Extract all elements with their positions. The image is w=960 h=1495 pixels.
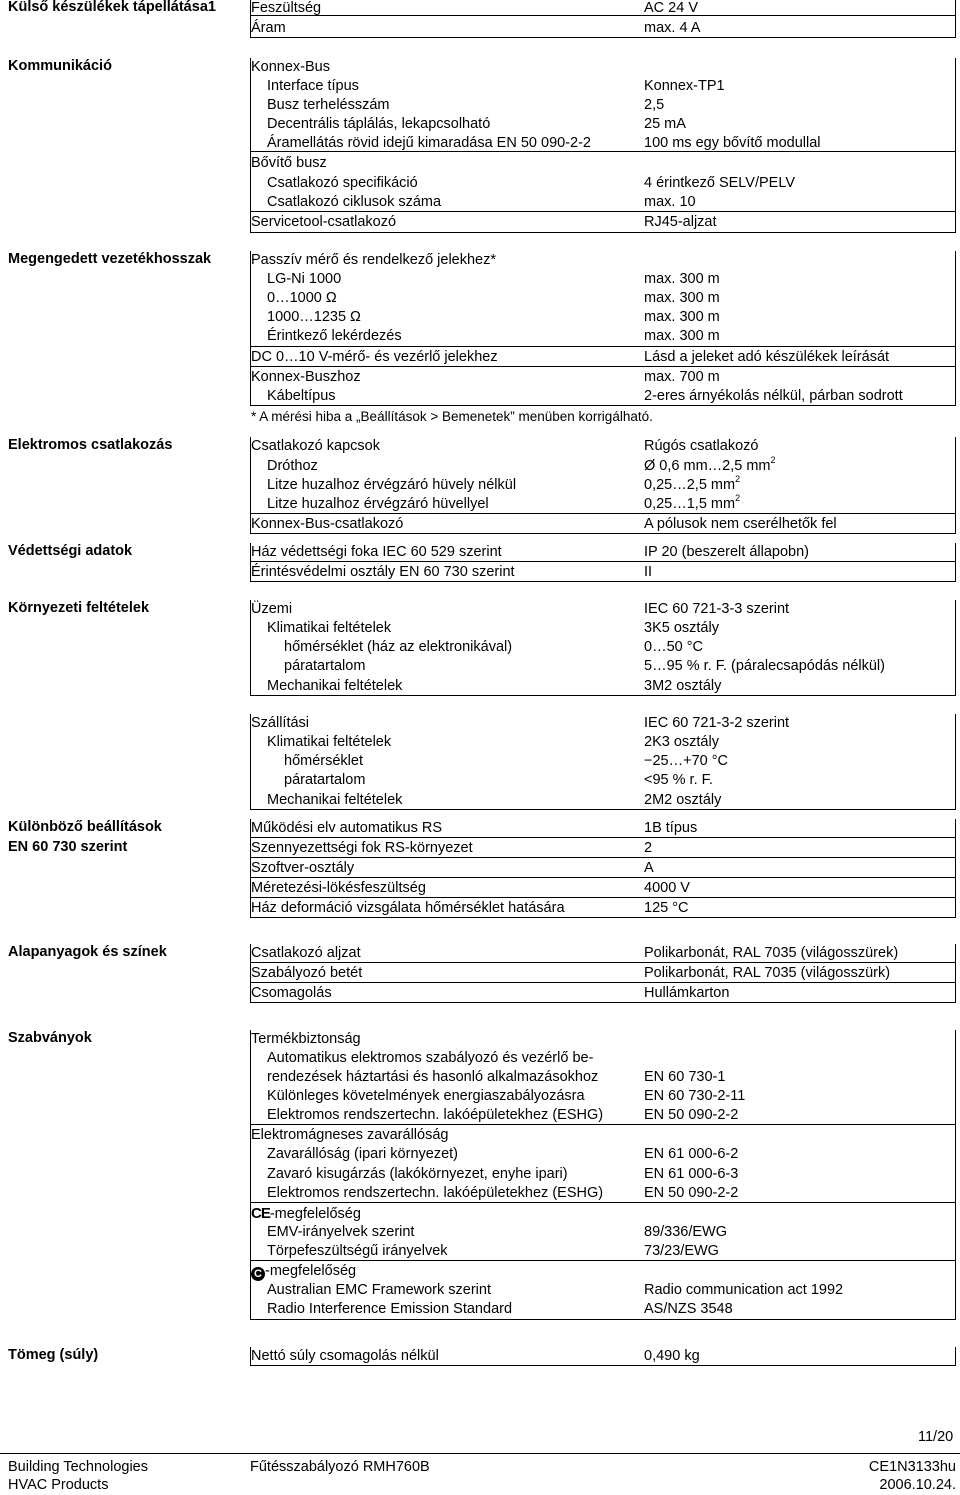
spec-row <box>0 1087 960 1106</box>
spec-row <box>0 348 960 367</box>
spec-value: IP 20 (beszerelt állapobn) <box>644 544 809 560</box>
spec-label: Australian EMC Framework szerint <box>267 1282 491 1298</box>
spec-row <box>0 1300 960 1319</box>
divider <box>250 58 251 232</box>
divider <box>955 543 956 581</box>
spec-label: Csatlakozó kapcsok <box>251 438 380 454</box>
divider <box>250 513 956 514</box>
spec-label: Szoftver-osztály <box>251 860 355 876</box>
spec-row <box>0 327 960 346</box>
spec-label: Klimatikai feltételek <box>267 734 392 750</box>
spec-row <box>0 387 960 406</box>
spec-label: Passzív mérő és rendelkező jelekhez* <box>251 252 497 268</box>
spec-value: 2,5 <box>644 97 665 113</box>
section-title: Szabványok <box>8 1030 92 1046</box>
spec-row <box>0 251 960 270</box>
spec-label <box>251 1262 356 1281</box>
spec-label: páratartalom <box>284 658 366 674</box>
spec-value: 0…50 °C <box>644 639 703 655</box>
spec-label: Működési elv automatikus RS <box>251 820 442 836</box>
spec-value: EN 50 090-2-2 <box>644 1107 739 1123</box>
spec-row <box>0 839 960 858</box>
spec-row <box>0 600 960 619</box>
divider <box>250 897 956 898</box>
spec-row <box>0 476 960 495</box>
spec-label: DC 0…10 V-mérő- és vezérlő jelekhez <box>251 349 498 365</box>
spec-value: AS/NZS 3548 <box>644 1301 733 1317</box>
spec-label: Különleges követelmények energiaszabályozásra <box>267 1088 585 1104</box>
section-subtitle: EN 60 730 szerint <box>8 839 128 855</box>
spec-row <box>0 1223 960 1242</box>
spec-row <box>0 1068 960 1087</box>
divider <box>250 982 956 983</box>
spec-row <box>0 19 960 38</box>
spec-row <box>0 1347 960 1366</box>
spec-label: Elektromágneses zavarállóság <box>251 1127 449 1143</box>
spec-value: A pólusok nem cserélhetők fel <box>644 516 837 532</box>
divider <box>250 1319 956 1320</box>
spec-row <box>0 819 960 838</box>
spec-value: 89/336/EWG <box>644 1224 728 1240</box>
spec-row <box>0 752 960 771</box>
divider <box>955 251 956 405</box>
divider <box>250 0 251 37</box>
spec-value: Polikarbonát, RAL 7035 (világosszürek) <box>644 945 899 961</box>
spec-row <box>0 879 960 898</box>
document-id: CE1N3133hu <box>868 1459 956 1475</box>
spec-row <box>0 58 960 77</box>
spec-label: Szállítási <box>251 715 310 731</box>
spec-row <box>0 213 960 232</box>
divider <box>250 1124 956 1125</box>
divider <box>250 1202 956 1203</box>
section-title: Kommunikáció <box>8 58 112 74</box>
spec-label: hőmérséklet (ház az elektronikával) <box>284 639 513 655</box>
spec-value: 73/23/EWG <box>644 1243 719 1259</box>
spec-value <box>644 457 776 476</box>
spec-value: EN 60 730-1 <box>644 1069 726 1085</box>
spec-row <box>0 859 960 878</box>
spec-value: Radio communication act 1992 <box>644 1282 844 1298</box>
spec-row <box>0 515 960 534</box>
spec-row <box>0 1145 960 1164</box>
spec-row <box>0 1049 960 1068</box>
section-title: Alapanyagok és színek <box>8 944 167 960</box>
division-name: HVAC Products <box>8 1477 109 1493</box>
spec-label: Litze huzalhoz érvégzáró hüvellyel <box>267 496 489 512</box>
spec-value: max. 10 <box>644 194 696 210</box>
spec-row <box>0 657 960 676</box>
divider <box>250 437 251 533</box>
spec-value: II <box>644 564 653 580</box>
spec-row <box>0 899 960 918</box>
page-number: 11/20 <box>918 1429 954 1445</box>
spec-value: max. 300 m <box>644 290 720 306</box>
spec-value: 2K3 osztály <box>644 734 719 750</box>
spec-value: IEC 60 721-3-2 szerint <box>644 715 790 731</box>
spec-label: hőmérséklet <box>284 753 363 769</box>
spec-value: 0,490 kg <box>644 1348 700 1364</box>
divider <box>250 1030 251 1319</box>
divider <box>955 1030 956 1319</box>
section-title: Tömeg (súly) <box>8 1347 99 1363</box>
divider <box>250 1365 956 1366</box>
spec-value: max. 300 m <box>644 271 720 287</box>
divider <box>250 543 251 581</box>
section-title: Elektromos csatlakozás <box>8 437 173 453</box>
footer-divider <box>0 1453 960 1454</box>
divider <box>250 819 251 917</box>
divider <box>250 581 956 582</box>
spec-row <box>0 96 960 115</box>
divider <box>250 695 956 696</box>
spec-label: Csatlakozó aljzat <box>251 945 361 961</box>
spec-label: Decentrális táplálás, lekapcsolható <box>267 116 491 132</box>
spec-row <box>0 714 960 733</box>
spec-value: 4000 V <box>644 880 690 896</box>
spec-value: Rúgós csatlakozó <box>644 438 759 454</box>
divider <box>250 857 956 858</box>
spec-label: Elektromos rendszertechn. lakóépületekhez (ESHG) <box>267 1107 604 1123</box>
spec-label: Nettó súly csomagolás nélkül <box>251 1348 439 1364</box>
spec-value: Konnex-TP1 <box>644 78 725 94</box>
divider <box>250 600 251 695</box>
spec-row <box>0 733 960 752</box>
spec-value: 3M2 osztály <box>644 678 722 694</box>
spec-value: IEC 60 721-3-3 szerint <box>644 601 790 617</box>
spec-label: EMV-irányelvek szerint <box>267 1224 415 1240</box>
spec-row <box>0 1281 960 1300</box>
divider <box>250 405 956 406</box>
spec-value: EN 50 090-2-2 <box>644 1185 739 1201</box>
spec-value: max. 4 A <box>644 20 701 36</box>
spec-label: Busz terhelésszám <box>267 97 390 113</box>
divider <box>955 437 956 533</box>
spec-label: Érintésvédelmi osztály EN 60 730 szerint <box>251 564 515 580</box>
spec-label: Konnex-Buszhoz <box>251 369 361 385</box>
spec-label: Zavaró kisugárzás (lakókörnyezet, enyhe ipari) <box>267 1166 568 1182</box>
spec-value: 3K5 osztály <box>644 620 719 636</box>
spec-label: Mechanikai feltételek <box>267 678 403 694</box>
spec-value: 5…95 % r. F. (páralecsapódás nélkül) <box>644 658 885 674</box>
superscript: 2 <box>735 474 741 484</box>
spec-label: Feszültség <box>251 0 322 16</box>
c-tick-mark-icon: C <box>251 1267 265 1281</box>
spec-label: 1000…1235 Ω <box>267 309 361 325</box>
value-text: Ø 0,6 mm…2,5 mm <box>644 458 771 474</box>
spec-value: 100 ms egy bővítő modullal <box>644 135 821 151</box>
spec-row <box>0 1204 960 1223</box>
spec-row <box>0 1262 960 1281</box>
spec-label: Konnex-Bus <box>251 59 330 75</box>
spec-label: Konnex-Bus-csatlakozó <box>251 516 404 532</box>
spec-value: AC 24 V <box>644 0 698 16</box>
spec-label: Dróthoz <box>267 458 318 474</box>
spec-value: A <box>644 860 654 876</box>
spec-label: páratartalom <box>284 772 366 788</box>
spec-row <box>0 638 960 657</box>
spec-row <box>0 270 960 289</box>
spec-row <box>0 543 960 562</box>
superscript: 2 <box>735 493 741 503</box>
spec-label: Csatlakozó specifikáció <box>267 175 418 191</box>
spec-value <box>644 495 740 514</box>
spec-row <box>0 677 960 696</box>
divider <box>250 211 956 212</box>
divider <box>250 37 956 38</box>
company-name: Building Technologies <box>8 1459 149 1475</box>
spec-label: Ház védettségi foka IEC 60 529 szerint <box>251 544 502 560</box>
label-text: -megfelelőség <box>265 1263 357 1279</box>
spec-value: max. 300 m <box>644 309 720 325</box>
divider <box>250 877 956 878</box>
spec-value: 2M2 osztály <box>644 792 722 808</box>
spec-row <box>0 563 960 582</box>
spec-row <box>0 495 960 514</box>
spec-row <box>0 437 960 456</box>
spec-label: Csatlakozó ciklusok száma <box>267 194 442 210</box>
spec-row <box>0 619 960 638</box>
spec-row <box>0 1126 960 1145</box>
spec-row <box>0 308 960 327</box>
spec-label: Zavarállóság (ipari környezet) <box>267 1146 458 1162</box>
spec-value: Polikarbonát, RAL 7035 (világosszürk) <box>644 965 891 981</box>
spec-value: 125 °C <box>644 900 689 916</box>
spec-row <box>0 1242 960 1261</box>
spec-row <box>0 368 960 387</box>
spec-label: Interface típus <box>267 78 359 94</box>
spec-value: 1B típus <box>644 820 698 836</box>
spec-label: 0…1000 Ω <box>267 290 337 306</box>
superscript: 2 <box>770 455 776 465</box>
section-title: Különböző beállítások <box>8 819 162 835</box>
spec-label: Radio Interference Emission Standard <box>267 1301 513 1317</box>
divider <box>250 533 956 534</box>
divider <box>250 809 956 810</box>
spec-row <box>0 964 960 983</box>
spec-label: Mechanikai feltételek <box>267 792 403 808</box>
spec-label: Bővítő busz <box>251 155 327 171</box>
spec-value: max. 700 m <box>644 369 720 385</box>
spec-row <box>0 1106 960 1125</box>
divider <box>955 944 956 1002</box>
spec-label: Méretezési-lökésfeszültség <box>251 880 426 896</box>
divider <box>250 714 251 809</box>
spec-row <box>0 1184 960 1203</box>
divider <box>955 600 956 695</box>
divider <box>250 1347 251 1365</box>
ce-mark-icon: CE <box>251 1205 270 1222</box>
spec-label <box>251 1204 361 1224</box>
spec-row <box>0 77 960 96</box>
section-title: Környezeti feltételek <box>8 600 150 616</box>
label-text: -megfelelőség <box>269 1206 361 1222</box>
divider <box>955 714 956 809</box>
spec-label: Szabályozó betét <box>251 965 363 981</box>
product-title: Fűtésszabályozó RMH760B <box>250 1459 430 1475</box>
spec-label: Érintkező lekérdezés <box>267 328 402 344</box>
spec-label: Ház deformáció vizsgálata hőmérséklet hatására <box>251 900 565 916</box>
divider <box>250 962 956 963</box>
spec-value: RJ45-aljzat <box>644 214 717 230</box>
spec-label: Áram <box>251 20 286 36</box>
divider <box>955 819 956 917</box>
spec-label: Termékbiztonság <box>251 1031 361 1047</box>
spec-row <box>0 154 960 173</box>
divider <box>250 366 956 367</box>
spec-value: max. 300 m <box>644 328 720 344</box>
spec-row <box>0 457 960 476</box>
spec-value: EN 61 000-6-2 <box>644 1146 739 1162</box>
divider <box>250 232 956 233</box>
spec-row <box>0 289 960 308</box>
section-title: Védettségi adatok <box>8 543 133 559</box>
spec-value: <95 % r. F. <box>644 772 713 788</box>
spec-value: 2-eres árnyékolás nélkül, párban sodrott <box>644 388 903 404</box>
spec-label: Elektromos rendszertechn. lakóépületekhez (ESHG) <box>267 1185 604 1201</box>
spec-value: EN 61 000-6-3 <box>644 1166 739 1182</box>
spec-row <box>0 1165 960 1184</box>
divider <box>250 561 956 562</box>
spec-row <box>0 771 960 790</box>
spec-value: 25 mA <box>644 116 686 132</box>
footnote <box>0 407 960 426</box>
divider <box>955 0 956 37</box>
spec-label: Servicetool-csatlakozó <box>251 214 397 230</box>
spec-row <box>0 1030 960 1049</box>
spec-row <box>0 944 960 963</box>
spec-value <box>644 476 740 495</box>
spec-row <box>0 174 960 193</box>
spec-row <box>0 193 960 212</box>
section-title: Megengedett vezetékhosszak <box>8 251 212 267</box>
spec-value: Lásd a jeleket adó készülékek leírását <box>644 349 890 365</box>
divider <box>250 917 956 918</box>
divider <box>250 1260 956 1261</box>
spec-value: Hullámkarton <box>644 985 730 1001</box>
value-text: 0,25…1,5 mm <box>644 496 736 512</box>
divider <box>250 837 956 838</box>
spec-value: EN 60 730-2-11 <box>644 1088 746 1104</box>
spec-label: Szennyezettségi fok RS-környezet <box>251 840 473 856</box>
spec-label: rendezések háztartási és hasonló alkalmazásokhoz <box>267 1069 599 1085</box>
spec-row <box>0 115 960 134</box>
spec-label: Litze huzalhoz érvégzáró hüvely nélkül <box>267 477 517 493</box>
spec-label: Kábeltípus <box>267 388 336 404</box>
spec-value: −25…+70 °C <box>644 753 728 769</box>
spec-label: LG-Ni 1000 <box>267 271 342 287</box>
divider <box>250 251 251 405</box>
spec-label: Automatikus elektromos szabályozó és vezérlő be- <box>267 1050 594 1066</box>
footnote-text: * A mérési hiba a „Beállítások > Bemenetek” menüben korrigálható. <box>251 409 653 424</box>
spec-label: Törpefeszültségű irányelvek <box>267 1243 448 1259</box>
divider <box>250 346 956 347</box>
spec-value: 2 <box>644 840 653 856</box>
spec-label: Áramellátás rövid idejű kimaradása EN 50 090-2-2 <box>267 135 591 151</box>
spec-row <box>0 791 960 810</box>
spec-label: Csomagolás <box>251 985 332 1001</box>
divider <box>955 1347 956 1365</box>
divider <box>250 151 956 152</box>
spec-value: 4 érintkező SELV/PELV <box>644 175 795 191</box>
section-title: Külső készülékek tápellátása1 <box>8 0 216 15</box>
divider <box>955 58 956 232</box>
divider <box>250 15 956 16</box>
spec-row <box>0 984 960 1003</box>
value-text: 0,25…2,5 mm <box>644 477 736 493</box>
spec-label: Klimatikai feltételek <box>267 620 392 636</box>
divider <box>250 1002 956 1003</box>
document-date: 2006.10.24. <box>879 1477 956 1493</box>
divider <box>250 944 251 1002</box>
spec-label: Üzemi <box>251 601 293 617</box>
